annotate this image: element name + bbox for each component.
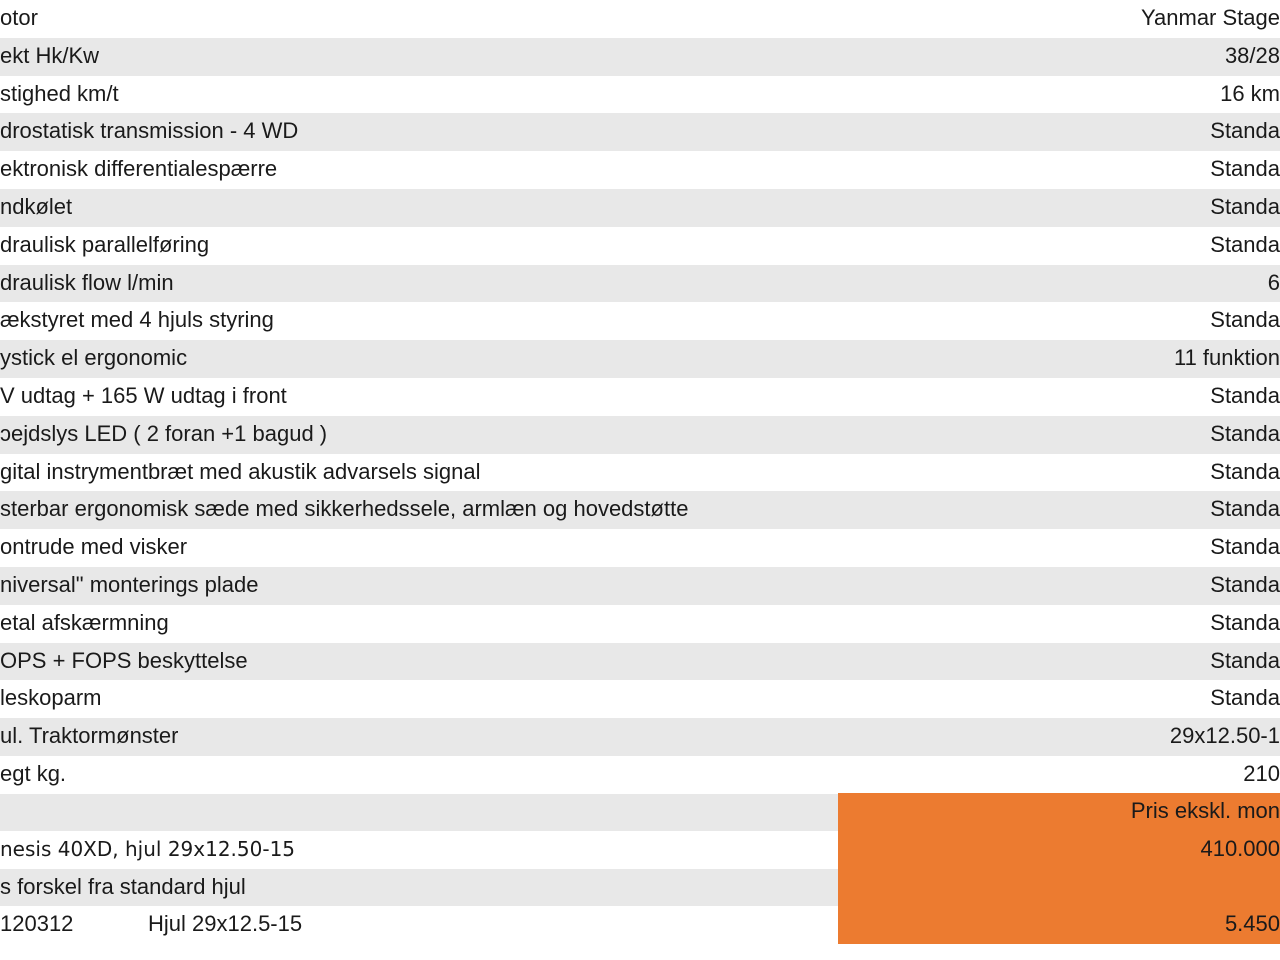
hjul-price-value: 5.450 [1224, 911, 1280, 936]
spec-row [0, 38, 1280, 76]
spec-value: Standa [1210, 156, 1280, 181]
spec-row [0, 151, 1280, 189]
spec-row [0, 0, 1280, 38]
spec-row [0, 189, 1280, 227]
spec-row [0, 302, 1280, 340]
spec-row [0, 567, 1280, 605]
spec-row [0, 113, 1280, 151]
spec-row [0, 454, 1280, 492]
spec-label: draulisk flow l/min [0, 270, 174, 295]
price-header-row [0, 793, 1280, 831]
spec-row [0, 491, 1280, 529]
spec-row [0, 680, 1280, 718]
spec-value: Standa [1210, 534, 1280, 559]
spec-value: Standa [1210, 307, 1280, 332]
spec-label: sterbar ergonomisk sæde med sikkerhedssele, armlæn og hovedstøtte [0, 496, 689, 521]
spec-label: ontrude med visker [0, 534, 188, 559]
spec-label: leskoparm [0, 685, 102, 710]
spec-value: Standa [1210, 685, 1280, 710]
spec-label: ul. Traktormønster [0, 723, 179, 748]
spec-row [0, 605, 1280, 643]
price-model-label: nesis 40XD, hjul 29x12.50-15 [0, 837, 296, 861]
price-diff-label: s forskel fra standard hjul [0, 874, 246, 899]
spec-row [0, 718, 1280, 756]
spec-label: ɔejdslys LED ( 2 foran +1 bagud ) [0, 421, 328, 446]
spec-value: Standa [1210, 383, 1280, 408]
spec-label: ektronisk differentialespærre [0, 156, 278, 181]
hjul-code: 120312 [0, 911, 74, 936]
spec-value: 11 funktion [1173, 345, 1280, 370]
spec-label: egt kg. [0, 761, 67, 786]
spec-row [0, 340, 1280, 378]
spec-row [0, 529, 1280, 567]
spec-label: draulisk parallelføring [0, 232, 210, 257]
spec-label: stighed km/t [0, 81, 119, 106]
spec-row [0, 227, 1280, 265]
spec-value: Standa [1210, 496, 1280, 521]
spec-value: 29x12.50-1 [1169, 723, 1280, 748]
spec-label: ndkølet [0, 194, 73, 219]
spec-value: Standa [1210, 118, 1280, 143]
spec-value: Standa [1210, 572, 1280, 597]
spec-label: V udtag + 165 W udtag i front [0, 383, 287, 408]
price-header-value: Pris ekskl. mon [1130, 798, 1280, 823]
hjul-description: Hjul 29x12.5-15 [148, 911, 303, 936]
price-hjul-row [0, 906, 1280, 944]
spec-label: ekt Hk/Kw [0, 43, 100, 68]
price-model-row [0, 831, 1280, 869]
spec-value: 6 [1267, 270, 1280, 295]
spec-value: 210 [1243, 761, 1280, 786]
spec-value: Standa [1210, 421, 1280, 446]
spec-value: Standa [1210, 232, 1280, 257]
spec-row [0, 756, 1280, 794]
spec-row [0, 416, 1280, 454]
spec-label: niversal" monterings plade [0, 572, 259, 597]
spec-row [0, 76, 1280, 114]
spec-label: drostatisk transmission - 4 WD [0, 118, 299, 143]
price-model-value: 410.000 [1200, 836, 1280, 861]
spec-label: etal afskærmning [0, 610, 169, 635]
spec-label: otor [0, 5, 38, 30]
spec-label: gital instrymentbræt med akustik advarsels signal [0, 459, 481, 484]
spec-label: ystick el ergonomic [0, 345, 188, 370]
spec-value: Standa [1210, 610, 1280, 635]
spec-label: OPS + FOPS beskyttelse [0, 648, 248, 673]
spec-value: Standa [1210, 648, 1280, 673]
price-diff-row [0, 869, 1280, 907]
spec-value: 38/28 [1224, 43, 1280, 68]
spec-value: Standa [1210, 459, 1280, 484]
spec-row [0, 265, 1280, 303]
spec-value: 16 km [1220, 81, 1280, 106]
spec-row [0, 378, 1280, 416]
spec-label: ækstyret med 4 hjuls styring [0, 307, 274, 332]
spec-value: Yanmar Stage [1140, 5, 1280, 30]
spec-value: Standa [1210, 194, 1280, 219]
spec-row [0, 643, 1280, 681]
